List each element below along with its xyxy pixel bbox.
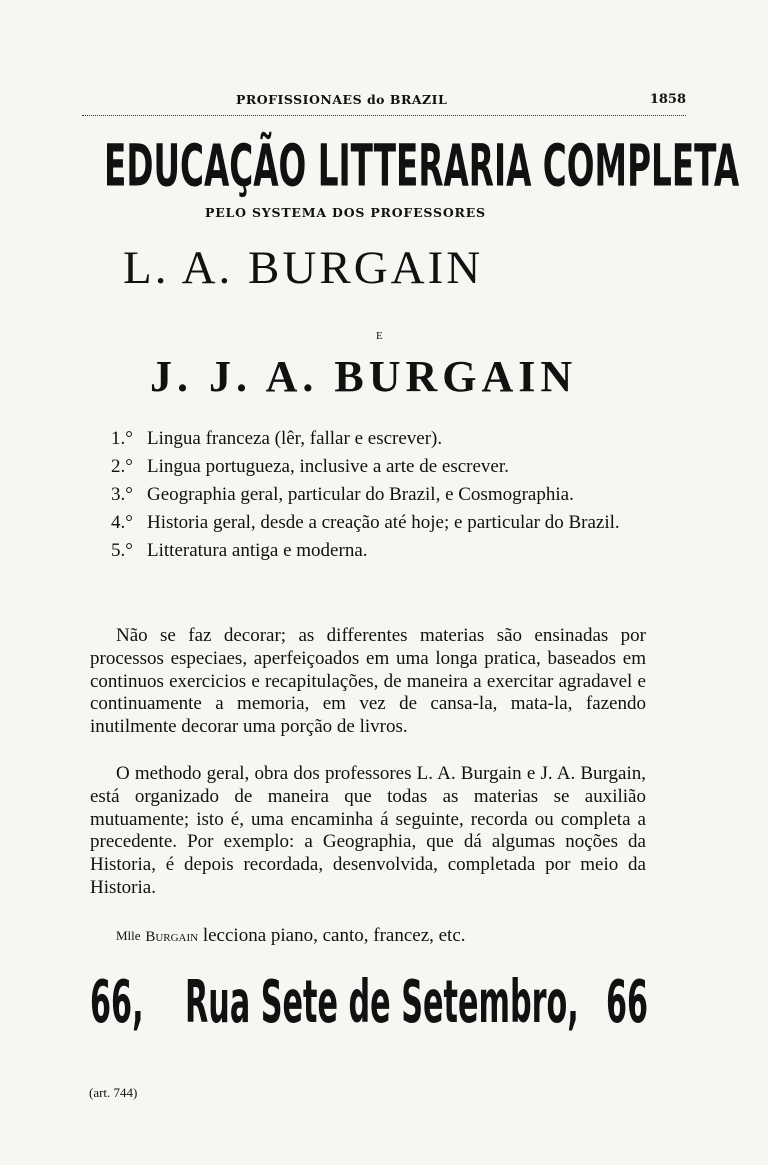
list-item-text: Litteratura antiga e moderna. bbox=[147, 540, 368, 561]
headline: EDUCAÇÃO LITTERARIA COMPLETA bbox=[104, 132, 740, 201]
paragraph-general-method: O methodo geral, obra dos professores L. A. Burgain e J. A. Burgain, está organizado de maneira que todas as materias se auxilião mutuamente; isto é, uma encaminha á seguinte, recorda ou completa a precedente. Por exemplo: a Geographia, que dá algumas noções da Historia, é depois recordada, desenvolvida, completada por meio da Historia. bbox=[90, 763, 646, 898]
address bbox=[90, 967, 651, 1041]
list-item-number: 4.° bbox=[111, 512, 133, 533]
list-item-text: Historia geral, desde a creação até hoje; e particular do Brazil. bbox=[147, 512, 620, 533]
address-number-left: 66, bbox=[90, 967, 144, 1036]
list-item-number: 3.° bbox=[111, 484, 133, 505]
header-title: PROFISSIONAES do BRAZIL bbox=[236, 92, 448, 107]
note-prefix: Mlle bbox=[116, 928, 141, 943]
subtitle: PELO SYSTEMA DOS PROFESSORES bbox=[205, 205, 486, 220]
header-rule bbox=[82, 115, 686, 116]
list-item-text: Geographia geral, particular do Brazil, e Cosmographia. bbox=[147, 484, 574, 505]
professor-name-1: L. A. BURGAIN bbox=[123, 242, 484, 294]
address-number-right: 66 bbox=[606, 967, 649, 1036]
list-item bbox=[111, 539, 656, 563]
subject-list bbox=[111, 427, 656, 567]
address-street: Rua Sete de Setembro, bbox=[185, 967, 579, 1036]
list-item-text: Lingua franceza (lêr, fallar e escrever). bbox=[147, 428, 443, 449]
header-year: 1858 bbox=[649, 92, 686, 107]
list-item bbox=[111, 427, 656, 451]
note-text: lecciona piano, canto, francez, etc. bbox=[202, 925, 466, 946]
conjunction: E bbox=[376, 330, 383, 342]
list-item-number: 1.° bbox=[111, 428, 133, 449]
running-header bbox=[82, 92, 686, 112]
list-item-number: 2.° bbox=[111, 456, 133, 477]
paragraph-method: Não se faz decorar; as differentes materias são ensinadas por processos especiaes, aperfeiçoados em uma longa pratica, baseados em continuos exercicios e recapitulações, de maneira a exercitar agradavel e continuamente a memoria, em vez de cansa-la, mata-la, fazendo inutilmente decorar uma porção de livros. bbox=[90, 625, 646, 738]
note-name: Burgain bbox=[145, 929, 199, 945]
list-item-text: Lingua portugueza, inclusive a arte de escrever. bbox=[147, 456, 509, 477]
article-reference: (art. 744) bbox=[89, 1085, 138, 1100]
list-item-number: 5.° bbox=[111, 540, 133, 561]
music-note bbox=[116, 924, 466, 949]
professor-name-2: J. J. A. BURGAIN bbox=[150, 352, 578, 401]
list-item bbox=[111, 483, 656, 507]
list-item bbox=[111, 455, 656, 479]
list-item bbox=[111, 511, 656, 535]
